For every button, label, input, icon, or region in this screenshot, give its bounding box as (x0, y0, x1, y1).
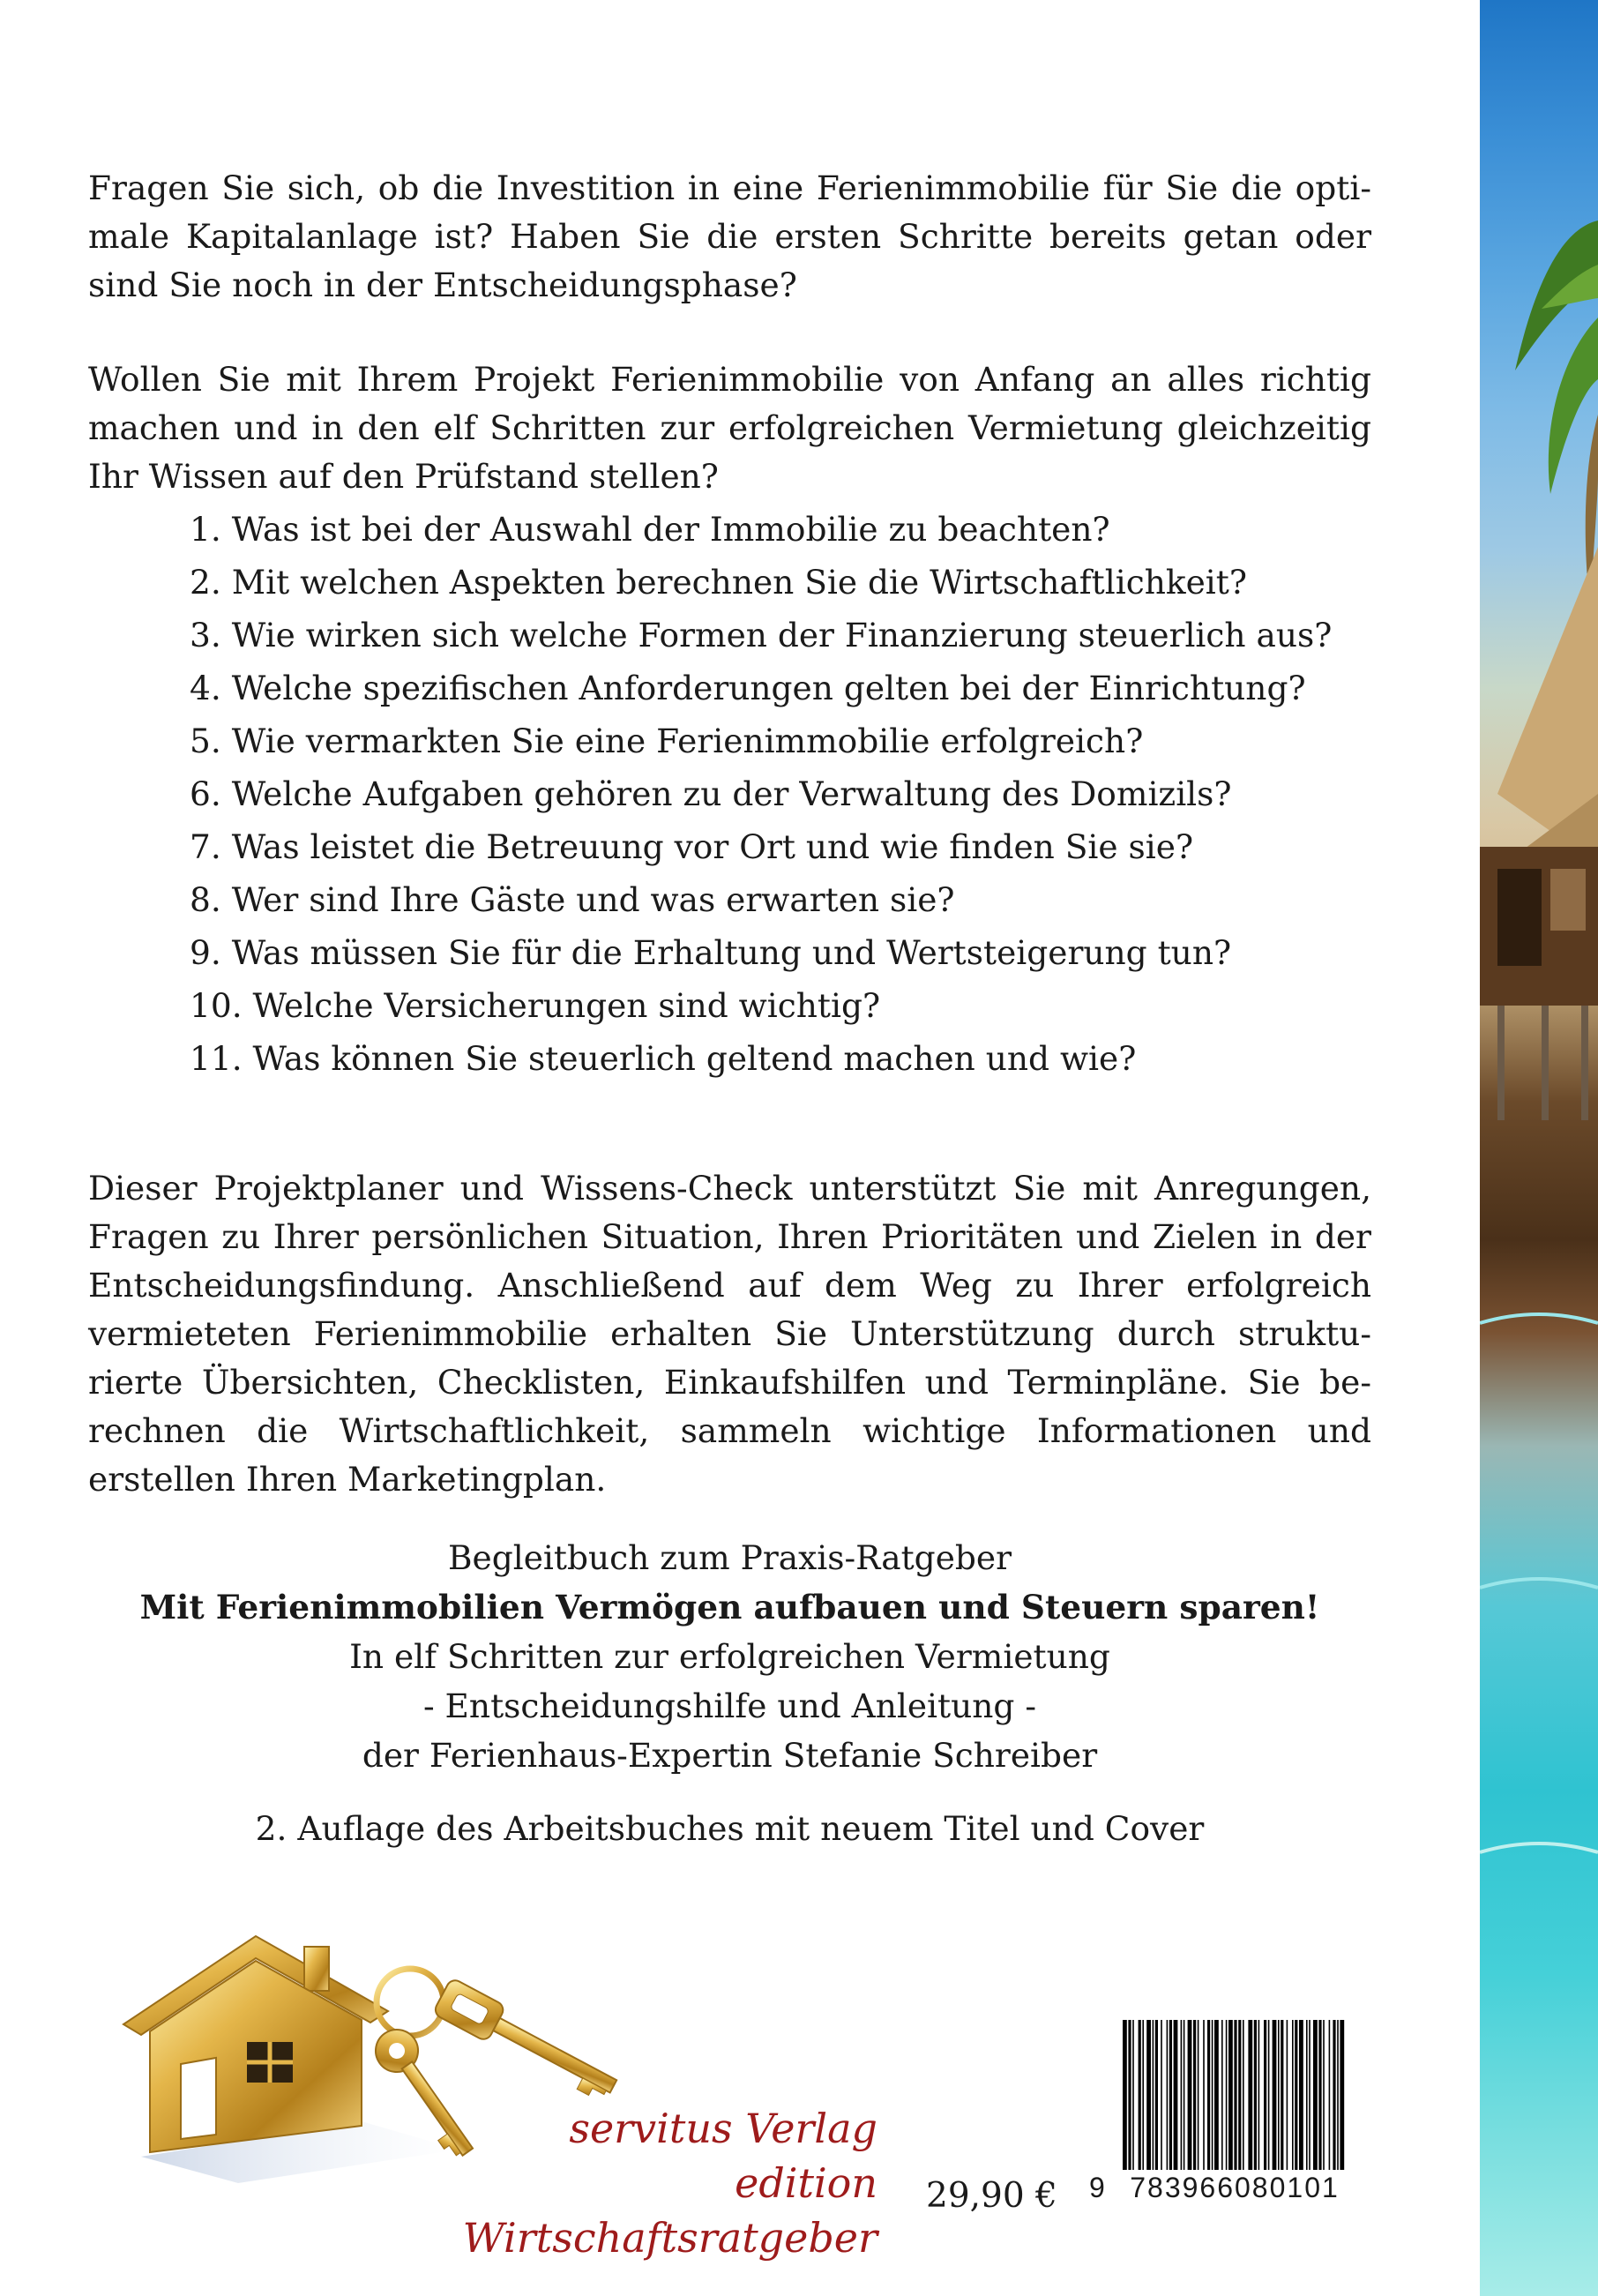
isbn-prefix: 9 (1089, 2172, 1105, 2203)
isbn-digits: 783966080101 (1121, 2170, 1348, 2205)
edition-note: 2. Auflage des Arbeitsbuches mit neuem Titel und Cover (255, 1809, 1205, 1848)
intro-paragraph-1: Fragen Sie sich, ob die Investition in eine Ferienimmobilie für Sie die optimale Kapitalanlage ist? Haben Sie die ersten Schritte bereits getan oder sind Sie noch in der Entscheidungsphase? (88, 168, 1371, 304)
publisher-name: servitus Verlag (569, 2105, 877, 2152)
list-item: 7. Was leistet die Betreuung vor Ort und wie finden Sie sie? (190, 827, 1194, 866)
barcode-icon (1089, 2020, 1354, 2223)
list-item: 2. Mit welchen Aspekten berechnen Sie die Wirtschaftlichkeit? (190, 563, 1247, 602)
publisher-block (335, 2101, 877, 2265)
publisher-series: edition Wirtschaftsratgeber (462, 2159, 877, 2262)
list-item: 8. Wer sind Ihre Gäste und was erwarten sie? (190, 880, 955, 919)
companion-title: Mit Ferienimmobilien Vermögen aufbauen und Steuern sparen! (139, 1588, 1320, 1627)
list-item: 6. Welche Aufgaben gehören zu der Verwaltung des Domizils? (190, 774, 1232, 813)
beach-photo-strip (1480, 0, 1598, 2296)
companion-author: der Ferienhaus-Expertin Stefanie Schreiber (362, 1736, 1098, 1775)
price-label: 29,90 € (926, 2176, 1057, 2216)
companion-subtitle: - Entscheidungshilfe und Anleitung - (422, 1686, 1037, 1725)
companion-line: Begleitbuch zum Praxis-Ratgeber (447, 1538, 1012, 1577)
list-item: 3. Wie wirken sich welche Formen der Finanzierung steuerlich aus? (190, 616, 1333, 654)
list-item: 10. Welche Versicherungen sind wichtig? (190, 986, 881, 1025)
companion-subtitle: In elf Schritten zur erfolgreichen Vermietung (349, 1637, 1110, 1676)
intro-paragraph-2: Wollen Sie mit Ihrem Projekt Ferienimmobilie von Anfang an alles richtig machen und in den elf Schritten zur erfolgreichen Vermietung gleichzeitig Ihr Wissen auf den Prüfstand stellen? (88, 359, 1371, 496)
list-item: 9. Was müssen Sie für die Erhaltung und Wertsteigerung tun? (190, 933, 1232, 972)
list-item: 5. Wie vermarkten Sie eine Ferienimmobilie erfolgreich? (190, 722, 1144, 760)
list-item: 1. Was ist bei der Auswahl der Immobilie zu beachten? (190, 510, 1110, 549)
question-list (190, 503, 1424, 1085)
companion-info (88, 1533, 1371, 1780)
list-item: 4. Welche spezifischen Anforderungen gelten bei der Einrichtung? (190, 669, 1306, 707)
palm-and-bungalow-icon (1480, 0, 1598, 2296)
list-item: 11. Was können Sie steuerlich geltend machen und wie? (190, 1039, 1137, 1078)
description-paragraph: Dieser Projektplaner und Wissens-Check unterstützt Sie mit Anregungen, Fragen zu Ihrer persönlichen Situation, Ihren Prioritäten und Zielen in der Entscheidungsfindung. Anschließend auf dem Weg zu Ihrer erfolgreich vermieteten Ferienimmobilie erhalten Sie Unterstützung durch strukturierte Übersichten, Checklisten, Einkaufshilfen und Terminpläne. Sie berechnen die Wirtschaftlichkeit, sammeln wichtige Informationen und erstellen Ihren Marketingplan. (88, 1168, 1371, 1499)
